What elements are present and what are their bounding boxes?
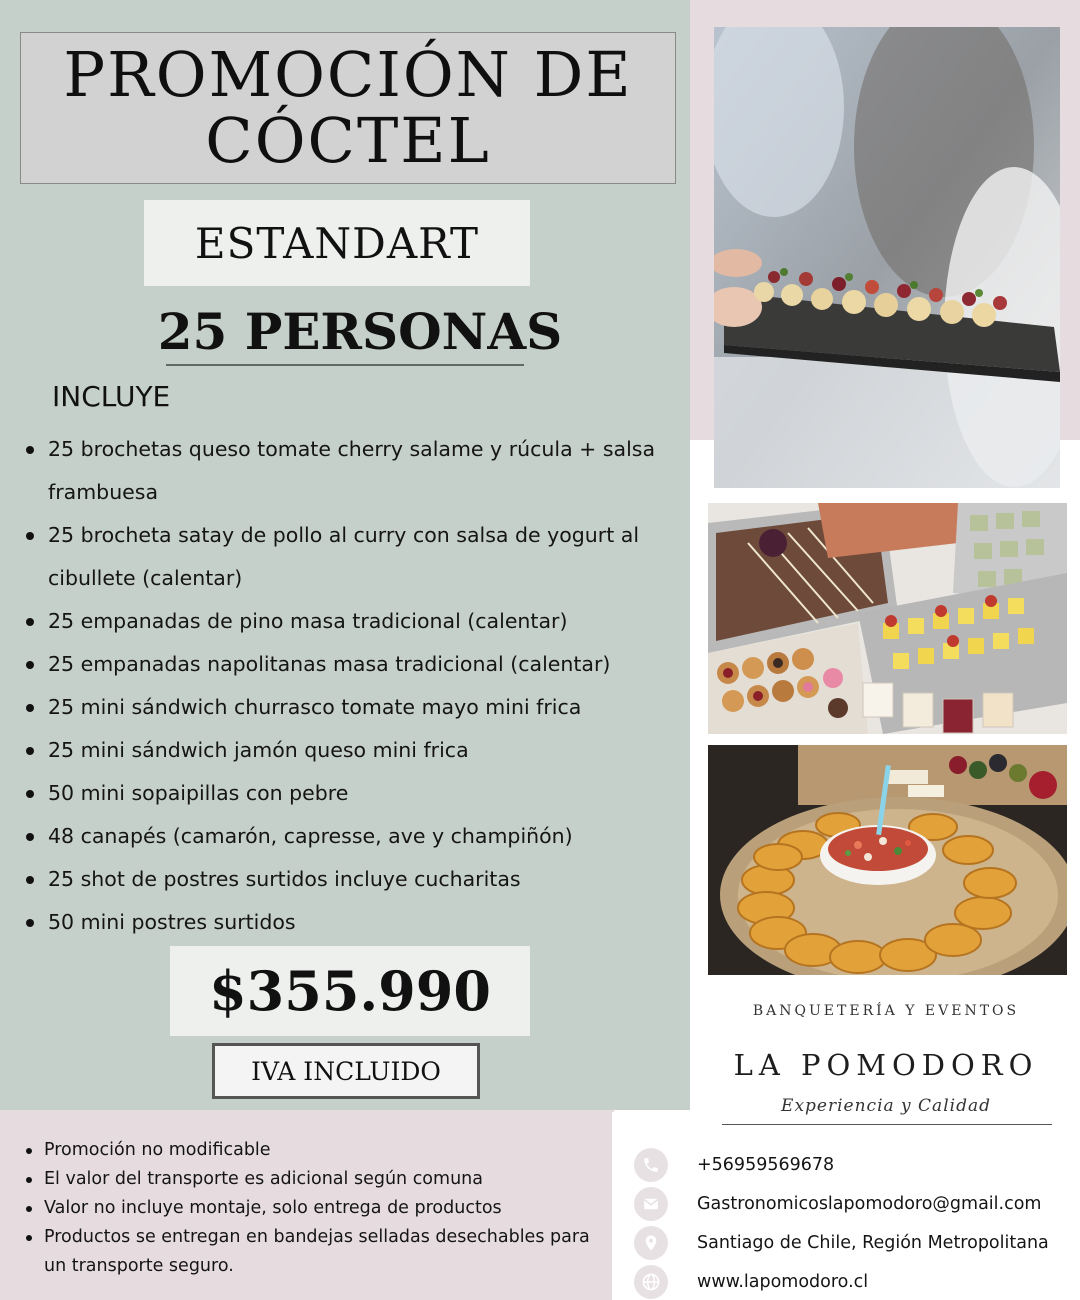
title-box	[20, 32, 676, 184]
price: $355.990	[209, 959, 491, 1023]
people-underline	[166, 364, 524, 366]
list-item: 48 canapés (camarón, capresse, ave y champiñón)	[26, 815, 688, 858]
list-item: 25 empanadas napolitanas masa tradicional (calentar)	[26, 643, 688, 686]
list-item: 25 mini sándwich churrasco tomate mayo mini frica	[26, 686, 688, 729]
email-address: Gastronomicoslapomodoro@gmail.com	[697, 1194, 1042, 1214]
includes-heading: INCLUYE	[52, 380, 171, 413]
contact-website[interactable]	[634, 1264, 1080, 1300]
list-item: 25 brochetas queso tomate cherry salame y rúcula + salsa frambuesa	[26, 428, 688, 514]
location-pin-icon	[634, 1226, 668, 1260]
notes-list	[26, 1136, 606, 1281]
contact-phone[interactable]	[634, 1147, 1080, 1183]
page-title: PROMOCIÓN DE CÓCTEL	[63, 38, 633, 177]
photo-sopaipillas	[708, 745, 1067, 975]
note-item: Productos se entregan en bandejas selladas desechables para un transporte seguro.	[26, 1223, 606, 1281]
phone-number: +56959569678	[697, 1155, 835, 1175]
photo-canape-tray	[714, 27, 1060, 488]
note-item: Valor no incluye montaje, solo entrega de productos	[26, 1194, 606, 1223]
note-item: Promoción no modificable	[26, 1136, 606, 1165]
tax-note: IVA INCLUIDO	[251, 1056, 441, 1086]
people-count: 25 PERSONAS	[157, 302, 563, 361]
list-item: 50 mini postres surtidos	[26, 901, 688, 944]
location-text: Santiago de Chile, Región Metropolitana	[697, 1233, 1049, 1253]
includes-list	[26, 428, 688, 944]
website-link: www.lapomodoro.cl	[697, 1272, 869, 1292]
list-item: 25 mini sándwich jamón queso mini frica	[26, 729, 688, 772]
photo-catering-trays	[708, 503, 1067, 734]
list-item: 25 brocheta satay de pollo al curry con salsa de yogurt al cibullete (calentar)	[26, 514, 688, 600]
note-item: El valor del transporte es adicional según comuna	[26, 1165, 606, 1194]
brand-name: LA POMODORO	[733, 1048, 1039, 1082]
divider	[612, 1112, 614, 1300]
email-icon	[634, 1187, 668, 1221]
list-item: 25 empanadas de pino masa tradicional (calentar)	[26, 600, 688, 643]
tier-label: ESTANDART	[194, 218, 480, 268]
tax-badge	[212, 1043, 480, 1099]
tier-box	[144, 200, 530, 286]
brand-tagline: Experiencia y Calidad	[781, 1096, 991, 1116]
price-box	[170, 946, 530, 1036]
brand-subtitle: BANQUETERÍA Y EVENTOS	[752, 1003, 1020, 1019]
list-item: 25 shot de postres surtidos incluye cucharitas	[26, 858, 688, 901]
contact-email[interactable]	[634, 1186, 1080, 1222]
contact-location	[634, 1225, 1080, 1261]
phone-icon	[634, 1148, 668, 1182]
brand-underline	[722, 1124, 1052, 1125]
globe-icon	[634, 1265, 668, 1299]
list-item: 50 mini sopaipillas con pebre	[26, 772, 688, 815]
